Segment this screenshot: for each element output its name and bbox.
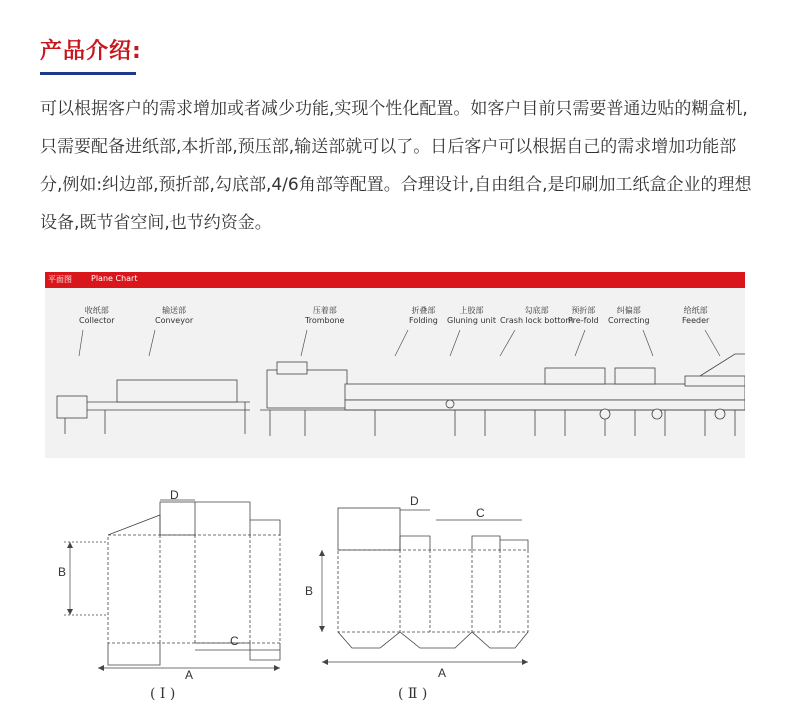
label-pre-fold: 预折部 Pre-fold xyxy=(568,306,599,325)
title-underline xyxy=(40,72,136,75)
dim-b-2: B xyxy=(305,584,314,598)
conveyor-body xyxy=(117,380,237,402)
pointer-crash-lock xyxy=(500,330,515,356)
feeder-plate xyxy=(685,376,745,386)
label-crash-lock: 勾底部 Crash lock bottom xyxy=(500,306,574,325)
feed-wheel xyxy=(715,409,725,419)
dim-a-2: A xyxy=(438,666,447,680)
caption-2: ( Ⅱ ) xyxy=(398,686,428,702)
box2-bottom-flap xyxy=(338,632,400,648)
section-title: 产品介绍: xyxy=(40,39,142,64)
dim-d-2: D xyxy=(410,494,419,508)
pointer-gluing xyxy=(450,330,460,356)
label-feeder: 给纸部 Feeder xyxy=(682,306,710,325)
pointer-trombone xyxy=(301,330,307,356)
chart-header-en: Plane Chart xyxy=(91,274,138,283)
dim-a-1: A xyxy=(185,668,194,682)
pointer-feeder xyxy=(705,330,720,356)
box-diagram-2 xyxy=(300,480,540,680)
pointer-pre-fold xyxy=(575,330,585,356)
box1-top-flap-d xyxy=(160,502,195,535)
label-correcting: 纠偏部 Correcting xyxy=(608,306,650,325)
caption-1: ( Ⅰ ) xyxy=(150,686,176,702)
box2-panels xyxy=(338,550,528,632)
dim-c-2: C xyxy=(476,506,485,520)
collector-body xyxy=(57,396,87,418)
drive-wheel xyxy=(600,409,610,419)
chart-header-cn: 平面图 xyxy=(48,275,72,284)
dim-c-1: C xyxy=(230,634,239,648)
trombone-body xyxy=(267,370,347,408)
product-description: 可以根据客户的需求增加或者减少功能,实现个性化配置。如客户目前只需要普通边贴的糊盒机,只需要配备进纸部,本折部,预压部,输送部就可以了。日后客户可以根据自己的需求增加功能部分,例如:纠边部,预折部,勾底部,4/6角部等配置。合理设计,自由组合,是印刷加工纸盒企业的理想设备,既节省空间,也节约资金。 xyxy=(40,99,752,233)
pointer-correcting xyxy=(643,330,653,356)
box2-top-flap xyxy=(338,508,400,550)
box1-panels xyxy=(108,535,280,643)
box-diagram-1 xyxy=(40,480,300,680)
dim-b-1: B xyxy=(58,565,67,579)
label-gluing-unit: 上胶部 Gluning unit xyxy=(447,306,496,325)
label-collector: 收纸部 Collector xyxy=(79,306,115,325)
label-folding: 折叠部 Folding xyxy=(409,306,438,325)
pointer-folding xyxy=(395,330,408,356)
label-conveyor: 输送部 Conveyor xyxy=(155,306,194,325)
machine-drawing xyxy=(45,272,745,458)
dim-d-1: D xyxy=(170,488,179,502)
pointer-collector xyxy=(79,330,83,356)
pre-fold-unit xyxy=(615,368,655,384)
label-trombone: 压着部 Trombone xyxy=(305,306,345,325)
box1-top-flap-left xyxy=(108,515,160,535)
crash-lock-unit xyxy=(545,368,605,384)
plane-chart xyxy=(45,272,745,458)
gear-wheel xyxy=(652,409,662,419)
pointer-conveyor xyxy=(149,330,155,356)
